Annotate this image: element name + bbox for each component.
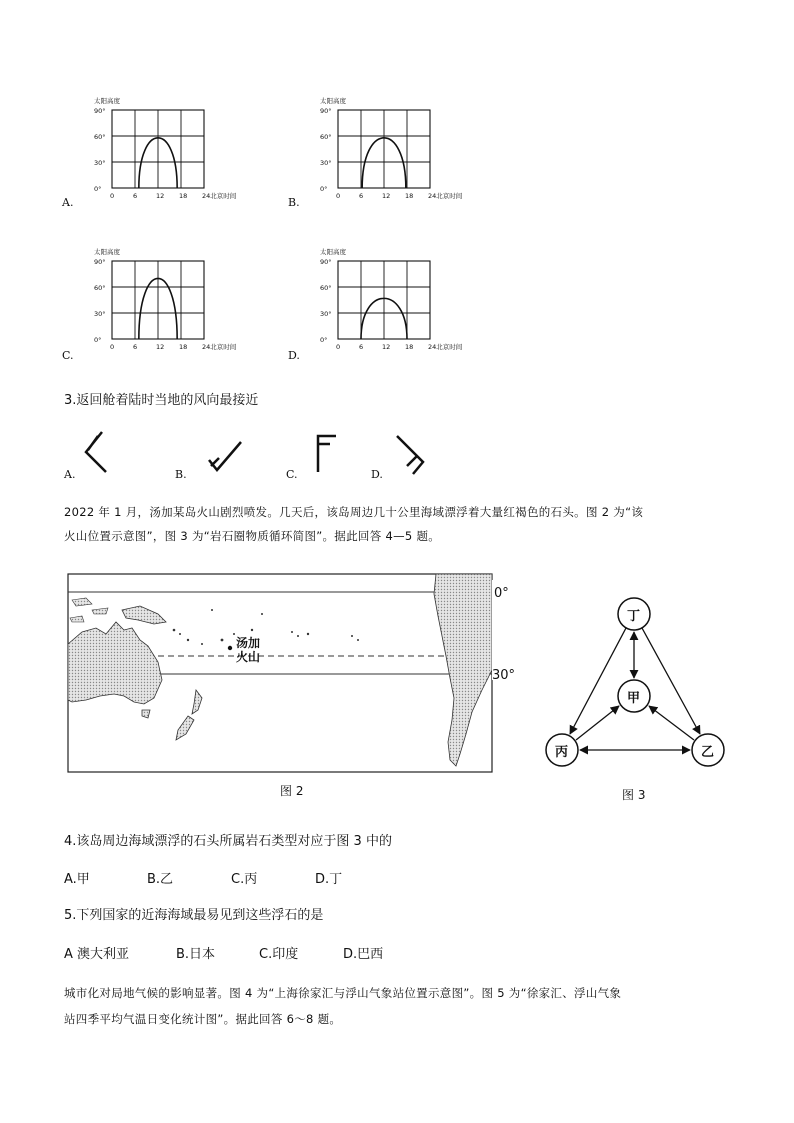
figure-2-map [62,570,516,808]
map-label-latitude-0: 0° [494,586,509,601]
x-tick-label: 24北京时间 [428,192,463,200]
x-tick-label: 12 [156,343,165,351]
x-tick-label: 12 [156,192,165,200]
question-5-option-a[interactable]: A 澳大利亚 [64,947,130,962]
rock-node-ding: 丁 [627,609,641,624]
rock-node-jia: 甲 [627,691,641,706]
figure-3-caption: 图 3 [622,788,646,802]
rock-node-yi: 乙 [701,745,715,760]
x-tick-label: 0 [110,343,115,351]
wind-barb-b-icon [203,430,243,480]
x-tick-label: 6 [359,343,364,351]
question-4-option-a[interactable]: A.甲 [64,872,90,887]
y-axis-label: 太阳高度 [320,97,346,105]
solar-chart-svg-b [316,94,506,204]
question-5-stem: 5.下列国家的近海海域最易见到这些浮石的是 [64,908,324,923]
intro-paragraph-1-line-1: 2022 年 1 月，汤加某岛火山剧烈喷发。几天后，该岛周边几十公里海域漂浮着大量红褐色的石头。图 2 为“该 [64,505,644,519]
question-5-option-b[interactable]: B.日本 [176,947,216,962]
option-letter-c: C. [62,349,74,362]
option-letter-d: D. [288,349,300,362]
y-tick-label: 0° [94,185,102,193]
question-4-option-d[interactable]: D.丁 [315,872,343,887]
y-tick-label: 0° [320,185,328,193]
solar-chart-a [60,94,280,212]
wind-barb-a-icon [80,430,116,480]
figure-3-rock-cycle [534,590,744,790]
x-tick-label: 6 [133,343,138,351]
y-tick-label: 30° [320,159,332,167]
wind-barb-c-icon [312,430,342,480]
y-tick-label: 0° [320,336,328,344]
intro-paragraph-1-line-2: 火山位置示意图”，图 3 为“岩石圈物质循环简图”。据此回答 4—5 题。 [64,529,441,543]
solar-chart-c [60,245,280,363]
x-tick-label: 0 [110,192,115,200]
tonga-volcano-marker [228,646,232,650]
y-tick-label: 60° [94,284,106,292]
wind-option-letter-a: A. [64,468,76,481]
x-tick-label: 18 [179,192,188,200]
intro-paragraph-2-line-2: 站四季平均气温日变化统计图”。据此回答 6～8 题。 [64,1012,342,1026]
x-tick-label: 12 [382,192,391,200]
y-tick-label: 60° [320,133,332,141]
x-tick-label: 12 [382,343,391,351]
wind-option-letter-d: D. [371,468,383,481]
y-axis-label: 太阳高度 [320,248,346,256]
x-tick-label: 18 [405,192,414,200]
question-4-option-c[interactable]: C.丙 [231,872,258,887]
x-tick-label: 18 [405,343,414,351]
x-tick-label: 0 [336,192,341,200]
map-label-latitude-30: 30° [492,668,516,683]
option-letter-a: A. [62,196,74,209]
x-tick-label: 18 [179,343,188,351]
solar-chart-b [286,94,506,212]
y-tick-label: 30° [94,159,106,167]
x-tick-label: 6 [359,192,364,200]
y-tick-label: 90° [94,258,106,266]
y-axis-label: 太阳高度 [94,97,120,105]
wind-option-letter-c: C. [286,468,298,481]
intro-paragraph-2-line-1: 城市化对局地气候的影响显著。图 4 为“上海徐家汇与浮山气象站位置示意图”。图 5 为“徐家汇、浮山气象 [64,986,622,1000]
option-letter-b: B. [288,196,300,209]
question-4-stem: 4.该岛周边海域漂浮的石头所属岩石类型对应于图 3 中的 [64,834,392,849]
y-tick-label: 90° [320,107,332,115]
question-5-option-c[interactable]: C.印度 [259,947,299,962]
y-tick-label: 30° [94,310,106,318]
map-label-volcano-line-1: 汤加 [236,636,261,650]
solar-chart-svg-c [90,245,280,357]
y-tick-label: 60° [94,133,106,141]
question-3-stem: 3.返回舱着陆时当地的风向最接近 [64,393,259,408]
map-label-volcano-line-2: 火山 [236,650,261,664]
question-4-option-b[interactable]: B.乙 [147,872,174,887]
x-tick-label: 0 [336,343,341,351]
figure-2-caption: 图 2 [280,784,304,798]
wind-option-letter-b: B. [175,468,187,481]
rock-node-bing: 丙 [555,745,569,760]
x-tick-label: 24北京时间 [428,343,463,351]
y-tick-label: 0° [94,336,102,344]
y-tick-label: 30° [320,310,332,318]
solar-chart-svg-a [90,94,280,204]
map-svg [62,570,500,808]
y-tick-label: 90° [320,258,332,266]
y-tick-label: 60° [320,284,332,292]
x-tick-label: 6 [133,192,138,200]
y-tick-label: 90° [94,107,106,115]
x-tick-label: 24北京时间 [202,343,237,351]
x-tick-label: 24北京时间 [202,192,237,200]
wind-barb-d-icon [393,430,429,480]
solar-chart-svg-d [316,245,506,357]
solar-chart-d [286,245,506,363]
question-5-option-d[interactable]: D.巴西 [343,947,384,962]
y-axis-label: 太阳高度 [94,248,120,256]
